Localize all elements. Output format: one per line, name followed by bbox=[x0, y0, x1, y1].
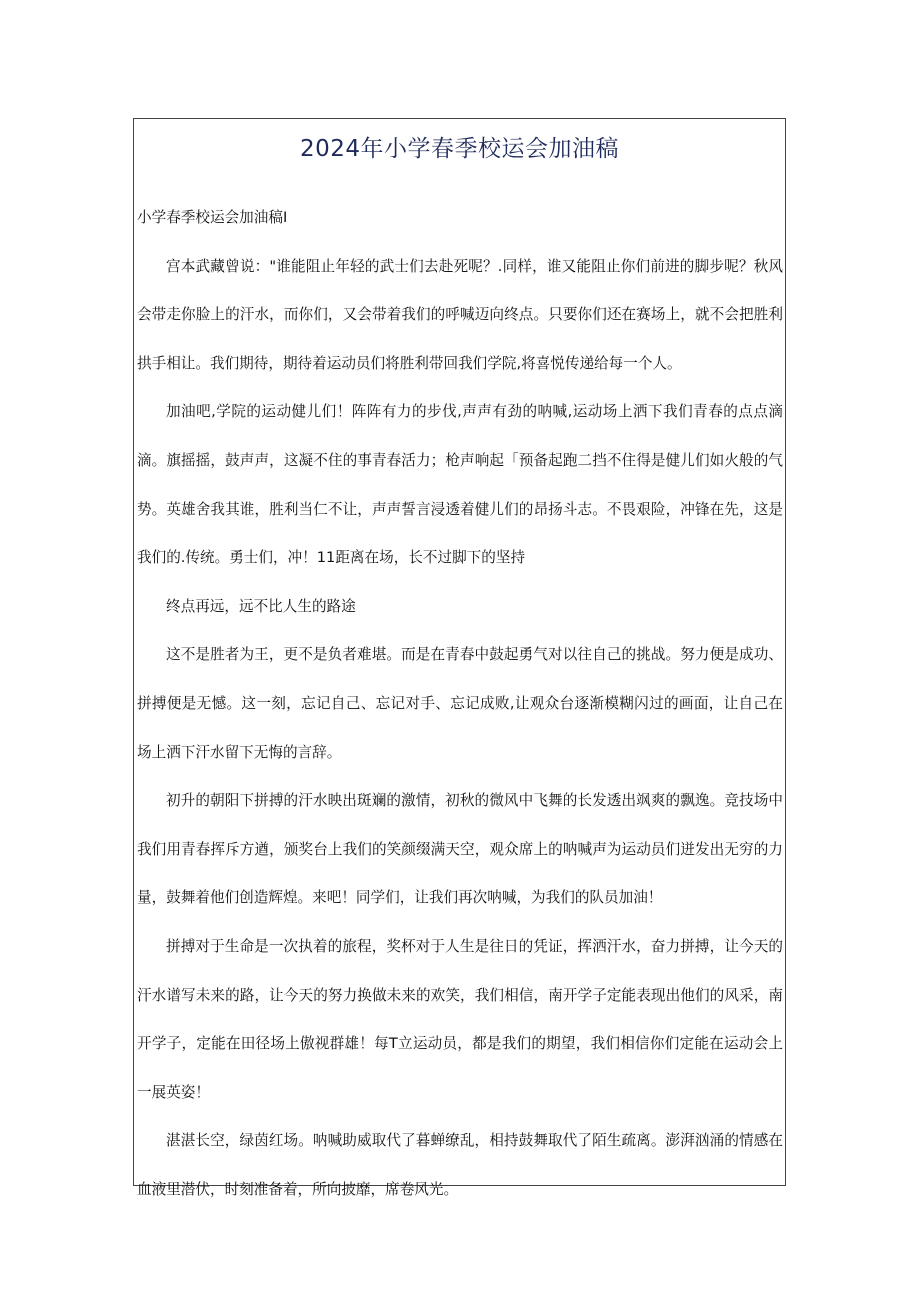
paragraph: 这不是胜者为王，更不是负者难堪。而是在青春中鼓起勇气对以往自己的挑战。努力便是成功、拼搏便是无憾。这一刻，忘记自己、忘记对手、忘记成败,让观众台逐渐模糊闪过的画面，让自己在场上洒下汗水留下无悔的言辞。 bbox=[137, 646, 783, 761]
subtitle-line: 小学春季校运会加油稿I bbox=[137, 209, 288, 226]
document-frame bbox=[133, 118, 786, 1198]
paragraph: 加油吧,学院的运动健儿们！阵阵有力的步伐,声声有劲的呐喊,运动场上洒下我们青春的点点滴滴。旗摇摇，鼓声声，这凝不住的事青春活力；枪声响起「预备起跑二挡不住得是健儿们如火般的气势。英雄舍我其谁，胜利当仁不让，声声誓言浸透着健儿们的昂扬斗志。不畏艰险，冲锋在先，这是我们的.传统。勇士们，冲！11距离在场，长不过脚下的坚持 bbox=[137, 403, 783, 567]
paragraph: 湛湛长空，绿茵红场。呐喊助威取代了暮蝉缭乱，相持鼓舞取代了陌生疏离。澎湃汹涌的情感在血液里潜伏，时刻准备着，所向披靡，席卷风光。 bbox=[137, 1132, 783, 1198]
document-body bbox=[137, 194, 783, 1214]
paragraph: 拼搏对于生命是一次执着的旅程，奖杯对于人生是往日的凭证，挥洒汗水，奋力拼搏，让今天的汗水谱写未来的路，让今天的努力换做未来的欢笑，我们相信，南开学子定能表现出他们的风采，南开学子，定能在田径场上傲视群雄！每T立运动员，都是我们的期望，我们相信你们定能在运动会上一展英姿！ bbox=[137, 937, 783, 1101]
document-title: 2024年小学春季校运会加油稿 bbox=[299, 136, 620, 162]
paragraph: 初升的朝阳下拼搏的汗水映出斑斓的激情，初秋的微风中飞舞的长发透出飒爽的飘逸。竞技场中我们用青春挥斥方遒，颁奖台上我们的笑颜缀满天空，观众席上的呐喊声为运动员们迸发出无穷的力量，鼓舞着他们创造辉煌。来吧！同学们，让我们再次呐喊，为我们的队员加油！ bbox=[137, 792, 783, 907]
paragraph: 宫本武藏曾说："谁能阻止年轻的武士们去赴死呢？.同样，谁又能阻止你们前进的脚步呢？秋风会带走你脸上的汗水，而你们，又会带着我们的呼喊迈向终点。只要你们还在赛场上，就不会把胜利拱手相让。我们期待，期待着运动员们将胜利带回我们学院,将喜悦传递给每一个人。 bbox=[137, 257, 783, 372]
paragraph: 终点再远，远不比人生的路途 bbox=[166, 597, 356, 615]
